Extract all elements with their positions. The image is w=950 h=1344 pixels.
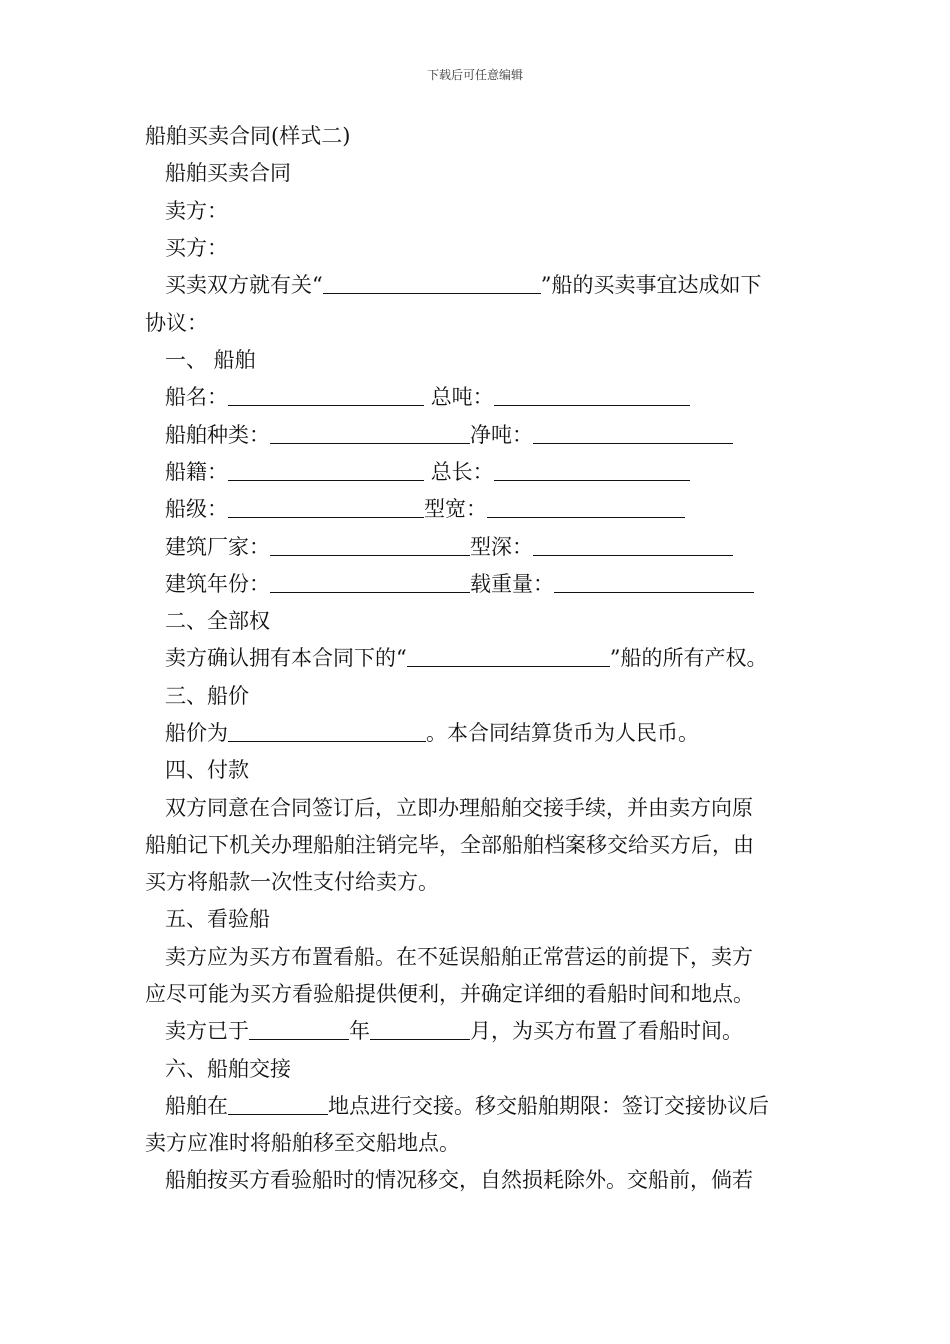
payment-line-2: 船舶记下机关办理船舶注销完毕，全部船舶档案移交给买方后，由 xyxy=(145,833,754,857)
delivery-text-b: 地点进行交接。移交船舶期限：签订交接协议后 xyxy=(328,1094,769,1118)
class-label: 船级： xyxy=(165,497,228,521)
price-text-a: 船价为 xyxy=(165,721,228,745)
build-year-label: 建筑年份： xyxy=(165,572,270,596)
seller-label: 卖方： xyxy=(165,199,228,223)
price-text-b: 。本合同结算货币为人民币。 xyxy=(426,721,699,745)
ownership-text-a: 卖方确认拥有本合同下的“ xyxy=(165,646,407,670)
page-header: 下载后可任意编辑 xyxy=(426,68,523,82)
gross-tonnage-label: 总吨： xyxy=(430,385,494,409)
delivery-place-blank[interactable] xyxy=(228,1093,328,1115)
section-4-heading: 四、付款 xyxy=(165,758,249,782)
ship-name-field[interactable] xyxy=(228,384,424,406)
overall-length-label: 总长： xyxy=(430,460,494,484)
delivery-line-1 xyxy=(165,1091,769,1121)
price-line xyxy=(165,718,699,748)
ship-name-blank[interactable] xyxy=(323,272,541,294)
section-1-heading: 一、 船舶 xyxy=(165,348,256,372)
ship-type-label: 船舶种类： xyxy=(165,423,270,447)
depth-label: 型深： xyxy=(470,535,533,559)
intro-text-a: 买卖双方就有关“ xyxy=(165,273,323,297)
ship-name-label: 船名： xyxy=(165,385,228,409)
delivery-line-2: 卖方应准时将船舶移至交船地点。 xyxy=(145,1131,460,1155)
price-blank[interactable] xyxy=(228,720,426,742)
ship-name-row xyxy=(165,382,690,412)
builder-label: 建筑厂家： xyxy=(165,535,270,559)
depth-field[interactable] xyxy=(533,534,733,556)
ownership-ship-blank[interactable] xyxy=(407,645,610,667)
registry-label: 船籍： xyxy=(165,460,228,484)
builder-field[interactable] xyxy=(270,534,470,556)
section-3-heading: 三、船价 xyxy=(165,684,249,708)
build-year-field[interactable] xyxy=(270,571,470,593)
deadweight-field[interactable] xyxy=(554,571,754,593)
class-field[interactable] xyxy=(228,496,424,518)
class-row xyxy=(165,494,685,524)
registry-row xyxy=(165,457,690,487)
section-6-heading: 六、船舶交接 xyxy=(165,1057,291,1081)
inspection-text-c: 月，为买方布置了看船时间。 xyxy=(470,1019,743,1043)
ship-type-row xyxy=(165,420,733,450)
inspection-line-2: 应尽可能为买方看验船提供便利，并确定详细的看船时间和地点。 xyxy=(145,982,754,1006)
delivery-text-a: 船舶在 xyxy=(165,1094,228,1118)
intro-text-b: ”船的买卖事宜达成如下 xyxy=(540,273,762,297)
section-5-heading: 五、看验船 xyxy=(165,907,270,931)
inspection-year-blank[interactable] xyxy=(249,1018,349,1040)
registry-field[interactable] xyxy=(228,459,424,481)
inspection-month-blank[interactable] xyxy=(370,1018,470,1040)
breadth-field[interactable] xyxy=(487,496,685,518)
intro-line xyxy=(165,270,762,300)
delivery-line-3: 船舶按买方看验船时的情况移交，自然损耗除外。交船前，倘若 xyxy=(165,1168,753,1192)
ownership-line xyxy=(165,643,768,673)
builder-row xyxy=(165,532,733,562)
net-tonnage-field[interactable] xyxy=(533,422,733,444)
breadth-label: 型宽： xyxy=(424,497,487,521)
buyer-label: 买方： xyxy=(165,236,228,260)
document-title: 船舶买卖合同(样式二) xyxy=(145,124,351,148)
gross-tonnage-field[interactable] xyxy=(494,384,690,406)
overall-length-field[interactable] xyxy=(494,459,690,481)
ownership-text-b: ”船的所有产权。 xyxy=(609,646,768,670)
inspection-text-b: 年 xyxy=(349,1019,370,1043)
inspection-date-line xyxy=(165,1016,743,1046)
net-tonnage-label: 净吨： xyxy=(470,423,533,447)
deadweight-label: 载重量： xyxy=(470,572,554,596)
payment-line-1: 双方同意在合同签订后，立即办理船舶交接手续，并由卖方向原 xyxy=(165,796,753,820)
year-row xyxy=(165,569,754,599)
inspection-line-1: 卖方应为买方布置看船。在不延误船舶正常营运的前提下，卖方 xyxy=(165,945,753,969)
ship-type-field[interactable] xyxy=(270,422,470,444)
inspection-text-a: 卖方已于 xyxy=(165,1019,249,1043)
intro-continuation: 协议： xyxy=(145,311,208,335)
payment-line-3: 买方将船款一次性支付给卖方。 xyxy=(145,870,439,894)
contract-subtitle: 船舶买卖合同 xyxy=(165,161,291,185)
section-2-heading: 二、全部权 xyxy=(165,609,270,633)
